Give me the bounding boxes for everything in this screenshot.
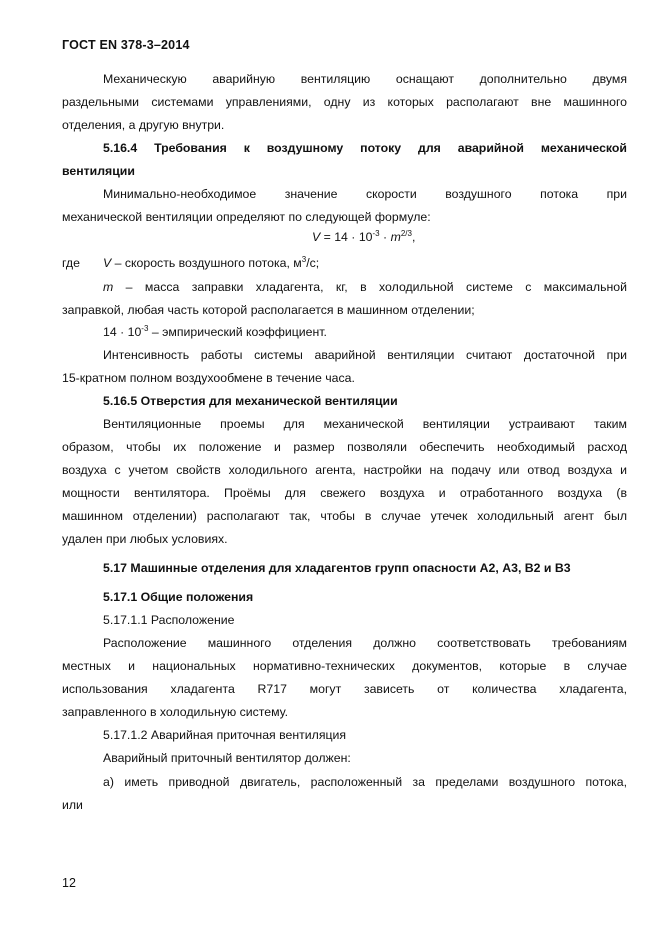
formula <box>312 230 415 245</box>
paragraph-line: использования хладагента R717 могут зависеть от количества хладагента, <box>62 682 627 696</box>
paragraph-line: Механическую аварийную вентиляцию оснащают дополнительно двумя <box>103 72 627 86</box>
formula-v: V <box>312 230 321 244</box>
formula-exp: -3 <box>372 229 380 238</box>
list-item-a: а) иметь приводной двигатель, расположенный за пределами воздушного потока, <box>103 775 627 789</box>
formula-eq: = 14 · 10 <box>320 230 373 244</box>
where-m-text: – масса заправки хладагента, кг, в холодильной системе с максимальной <box>113 280 627 294</box>
document-header: ГОСТ EN 378-3–2014 <box>62 38 190 52</box>
section-heading-5-16-4: 5.16.4 Требования к воздушному потоку для аварийной механической <box>103 141 627 155</box>
where-m: m <box>103 280 114 294</box>
paragraph-line: образом, чтобы их положение и размер позволяли обеспечить необходимый расход <box>62 440 627 454</box>
paragraph-line: раздельными системами управлениями, одну из которых располагают вне машинного <box>62 95 627 109</box>
where-v-text: – скорость воздушного потока, м <box>111 256 302 270</box>
section-heading-5-17: 5.17 Машинные отделения для хладагентов групп опасности А2, А3, В2 и В3 <box>103 561 571 575</box>
where-k-line <box>103 325 627 340</box>
where-v: V <box>103 256 112 270</box>
subsection-5-17-1-1: 5.17.1.1 Расположение <box>103 613 235 627</box>
where-m-line <box>103 280 627 295</box>
subsection-5-17-1-2: 5.17.1.2 Аварийная приточная вентиляция <box>103 728 347 742</box>
list-item-a-cont: или <box>62 798 83 812</box>
paragraph-line: механической вентиляции определяют по следующей формуле: <box>62 210 431 224</box>
paragraph-line: отделения, а другую внутри. <box>62 118 225 132</box>
paragraph-line: Вентиляционные проемы для механической вентиляции устраивают таким <box>103 417 627 431</box>
where-v-line <box>103 256 627 271</box>
section-heading-5-16-4-cont: вентиляции <box>62 164 135 178</box>
paragraph-line: заправкой, любая часть которой располагается в машинном отделении; <box>62 303 475 317</box>
paragraph-line: Минимально-необходимое значение скорости воздушного потока при <box>103 187 627 201</box>
paragraph-line: Аварийный приточный вентилятор должен: <box>103 751 351 765</box>
paragraph-line: местных и национальных нормативно-технических документов, которые в случае <box>62 659 627 673</box>
paragraph-line: воздуха с учетом свойств холодильного агента, настройки на подачу или отвод воздуха и <box>62 463 627 477</box>
formula-tail: , <box>411 230 416 244</box>
paragraph-line: Интенсивность работы системы аварийной вентиляции считают достаточной при <box>103 348 627 362</box>
formula-m: m <box>390 230 401 244</box>
where-k: 14 · 10 <box>103 325 142 339</box>
section-heading-5-17-1: 5.17.1 Общие положения <box>103 590 254 604</box>
paragraph-line: Расположение машинного отделения должно соответствовать требованиям <box>103 636 627 650</box>
where-k-tail: – эмпирический коэффициент. <box>148 325 327 339</box>
paragraph-line: удален при любых условиях. <box>62 532 228 546</box>
formula-mexp: 2/3 <box>400 229 412 238</box>
paragraph-line: машинном отделении) располагают так, чтобы в случае утечек холодильный агент был <box>62 509 627 523</box>
where-k-exp: -3 <box>141 324 149 333</box>
paragraph-line: заправленного в холодильную систему. <box>62 705 289 719</box>
section-heading-5-16-5: 5.16.5 Отверстия для механической вентиляции <box>103 394 398 408</box>
where-label: где <box>62 256 80 270</box>
paragraph-line: мощности вентилятора. Проёмы для свежего воздуха и отработанного воздуха (в <box>62 486 627 500</box>
where-v-tail: /с; <box>306 256 320 270</box>
paragraph-line: 15-кратном полном воздухообмене в течение часа. <box>62 371 355 385</box>
where-v-exp: 3 <box>301 255 307 264</box>
formula-dot: · <box>379 230 391 244</box>
page-number: 12 <box>62 876 76 890</box>
